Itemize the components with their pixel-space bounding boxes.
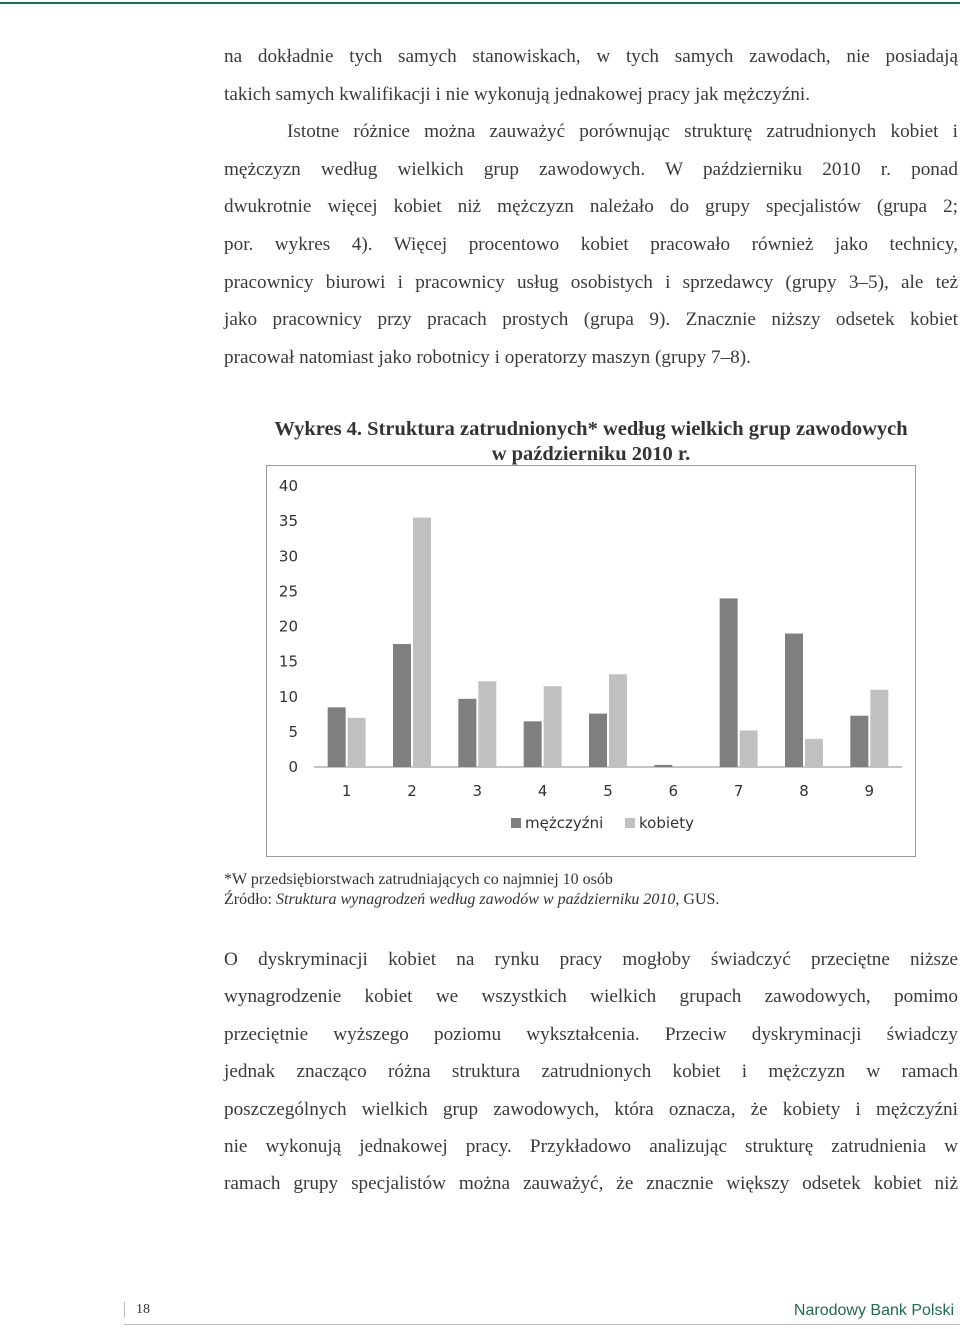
source-title: Struktura wynagrodzeń według zawodów w październiku 2010: [276, 891, 676, 908]
bar-women: [544, 686, 562, 767]
x-tick-label: 9: [864, 782, 875, 800]
legend-swatch: [511, 818, 521, 828]
legend-label: mężczyźni: [525, 814, 604, 832]
top-rule: [0, 2, 960, 4]
bar-women: [348, 718, 366, 767]
x-tick-label: 5: [603, 782, 613, 800]
x-tick-label: 2: [407, 782, 417, 800]
text-line: na dokładnie tych samych stanowiskach, w tych samych zawodach, nie posiadają: [224, 46, 958, 67]
bar-women: [740, 730, 758, 767]
chart-notes: [224, 870, 719, 910]
text-line: pracował natomiast jako robotnicy i operatorzy maszyn (grupy 7–8).: [224, 346, 751, 368]
text-line: por. wykres 4). Więcej procentowo kobiet pracowało również jako technicy,: [224, 233, 958, 255]
text-line: Istotne różnice można zauważyć porównując strukturę zatrudnionych kobiet i: [287, 121, 958, 143]
footer-rule: [124, 1324, 960, 1325]
paragraph-2: [224, 941, 958, 1203]
text-line: mężczyzn według wielkich grup zawodowych. W październiku 2010 r. ponad: [224, 158, 958, 180]
bar-women: [805, 739, 823, 767]
bar-men: [393, 644, 411, 767]
source-line: [224, 890, 719, 910]
x-tick-label: 1: [341, 782, 352, 800]
bar-men: [654, 765, 672, 767]
text-line: wynagrodzenie kobiet we wszystkich wielkich grupach zawodowych, pomimo: [224, 986, 958, 1008]
legend-swatch: [625, 818, 635, 828]
text-line: O dyskryminacji kobiet na rynku pracy mogłoby świadczyć przeciętne niższe: [224, 949, 958, 970]
y-tick-label: 40: [278, 477, 298, 495]
y-tick-label: 30: [278, 547, 298, 566]
figure-title-line-2: w październiku 2010 r.: [491, 443, 691, 465]
x-tick-label: 3: [472, 782, 483, 800]
x-tick-label: 7: [733, 782, 744, 800]
bar-men: [589, 714, 607, 767]
paragraph-1: [224, 38, 958, 376]
bar-women: [413, 518, 431, 767]
y-tick-label: 35: [278, 512, 298, 531]
bar-women: [870, 690, 888, 767]
bar-chart: [266, 465, 916, 857]
bar-women: [609, 674, 627, 767]
y-tick-label: 20: [278, 617, 298, 636]
bar-women: [478, 681, 496, 767]
x-tick-label: 6: [668, 782, 679, 800]
source-prefix: Źródło:: [224, 891, 276, 908]
y-tick-label: 25: [278, 582, 298, 601]
text-line: takich samych kwalifikacji i nie wykonują jednakowej pracy jak mężczyźni.: [224, 83, 811, 105]
text-line: jednak znacząco różna struktura zatrudnionych kobiet i mężczyzn w ramach: [224, 1061, 958, 1083]
y-tick-label: 15: [278, 652, 298, 671]
bar-men: [785, 634, 803, 767]
text-line: dwukrotnie więcej kobiet niż mężczyzn należało do grupy specjalistów (grupa 2;: [224, 196, 958, 218]
text-line: jako pracownicy przy pracach prostych (grupa 9). Znacznie niższy odsetek kobiet: [224, 309, 958, 331]
text-line: pracownicy biurowi i pracownicy usług osobistych i sprzedawcy (grupy 3–5), ale też: [224, 271, 958, 293]
bar-men: [524, 721, 542, 767]
y-tick-label: 10: [278, 687, 298, 706]
y-tick-label: 0: [288, 758, 298, 776]
chart-canvas: [267, 466, 915, 856]
x-tick-label: 8: [799, 782, 809, 800]
bar-men: [328, 707, 346, 767]
figure-title-line-1: Wykres 4. Struktura zatrudnionych* według wielkich grup zawodowych: [274, 418, 908, 440]
bar-men: [720, 598, 738, 767]
text-line: ramach grupy specjalistów można zauważyć, że znacznie większy odsetek kobiet niż: [224, 1173, 958, 1195]
x-tick-label: 4: [537, 782, 548, 800]
y-tick-label: 5: [288, 722, 298, 741]
bar-men: [850, 716, 868, 767]
legend-label: kobiety: [639, 814, 695, 832]
source-suffix: , GUS.: [675, 891, 720, 908]
page-number: 18: [124, 1302, 161, 1318]
publisher-name: Narodowy Bank Polski: [793, 1302, 954, 1319]
footnote: *W przedsiębiorstwach zatrudniających co najmniej 10 osób: [224, 871, 613, 888]
text-line: nie wykonują jednakowej pracy. Przykładowo analizując strukturę zatrudnienia w: [224, 1136, 958, 1158]
bar-men: [458, 699, 476, 767]
figure-title: [224, 417, 958, 467]
text-line: przeciętnie wyższego poziomu wykształcenia. Przeciw dyskryminacji świadczy: [224, 1023, 958, 1045]
text-line: poszczególnych wielkich grup zawodowych, która oznacza, że kobiety i mężczyźni: [224, 1098, 958, 1120]
